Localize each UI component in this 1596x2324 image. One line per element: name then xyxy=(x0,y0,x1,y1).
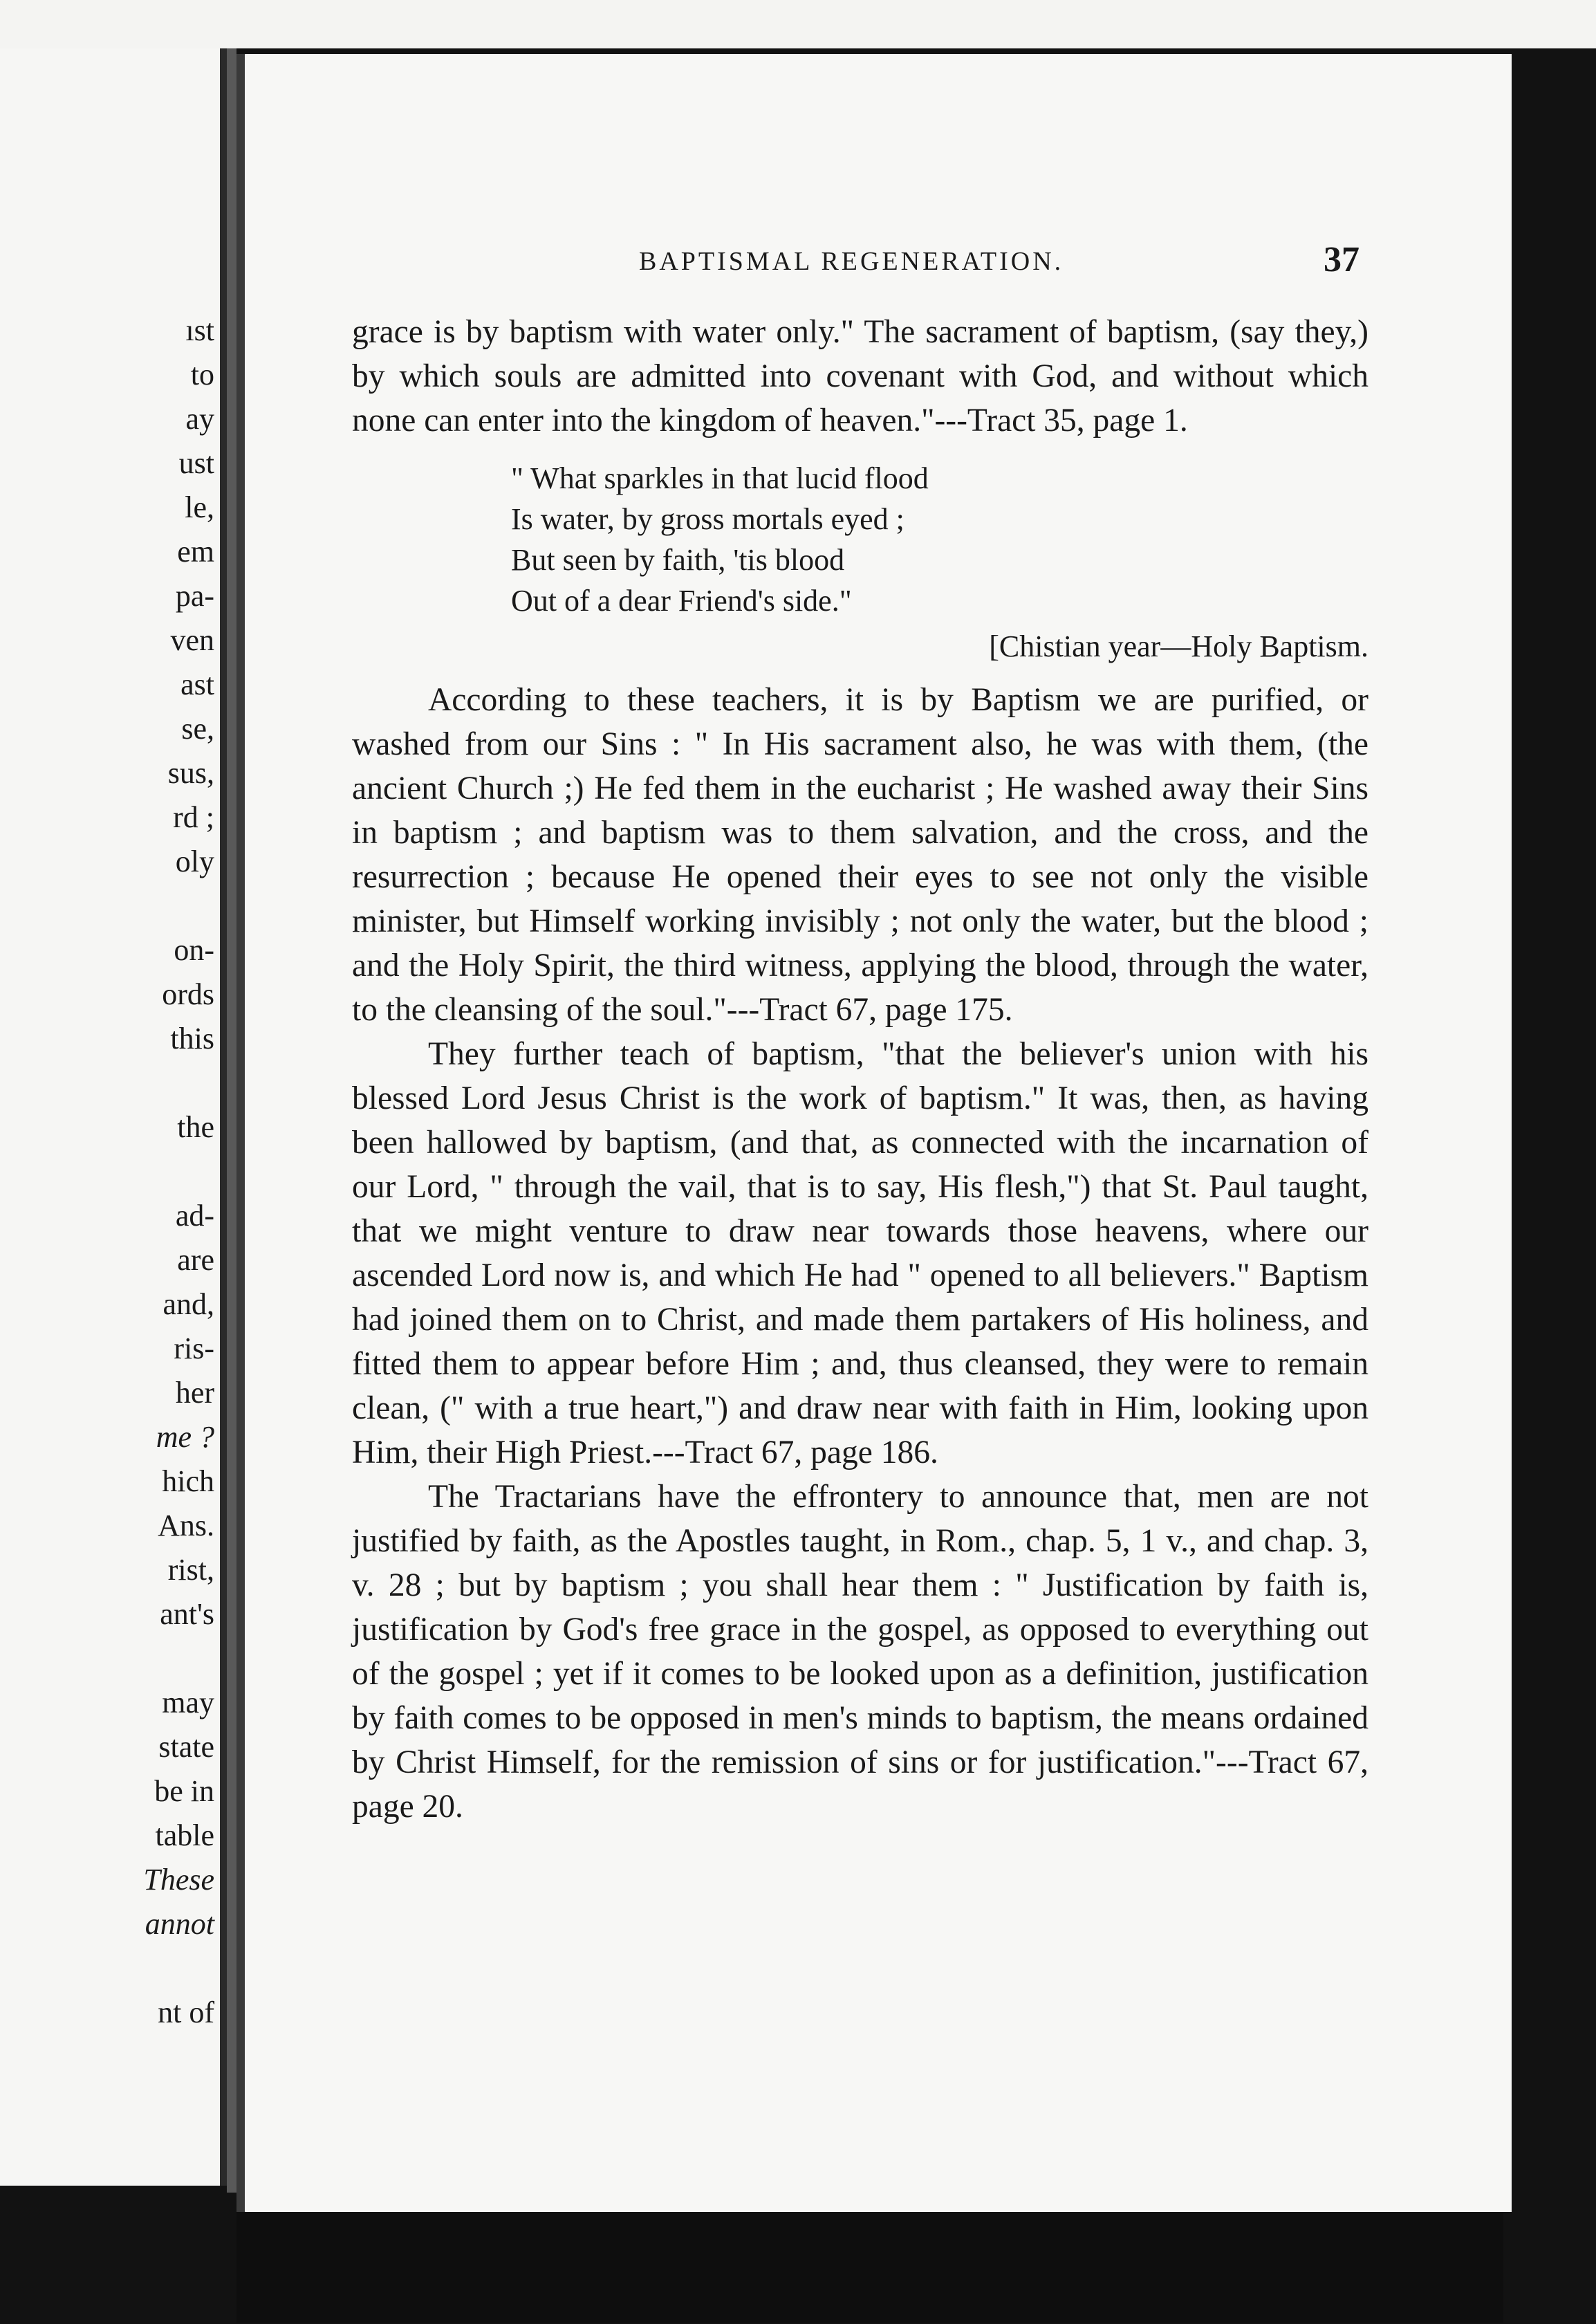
facing-page-fragment: sus, xyxy=(167,756,214,790)
facing-page-fragment: oly xyxy=(175,845,214,878)
scan-top-margin xyxy=(0,0,1596,48)
facing-page-fragment: her xyxy=(175,1376,214,1410)
verse-quotation xyxy=(511,458,1368,621)
book-gutter xyxy=(227,48,236,2193)
facing-page-fragment: ast xyxy=(180,667,214,701)
verse-attribution: [Chistian year—Holy Baptism. xyxy=(989,629,1368,663)
facing-page-fragment: this xyxy=(170,1022,214,1055)
facing-page-fragment: ven xyxy=(170,623,214,657)
facing-page-fragment: be in xyxy=(154,1774,214,1808)
facing-page-fragment: em xyxy=(177,535,214,569)
facing-page-fragment: hich xyxy=(162,1464,214,1498)
facing-page-fragment: ıst xyxy=(185,313,214,347)
facing-page-fragment: rd ; xyxy=(173,800,214,834)
paragraph: They further teach of baptism, "that the believer's union with his blessed Lord Jesus Christ is the work of baptism." It was, then, as having been hallowed by baptism, (and that, as connected with the incarnation of our Lord, " through the vail, that is to say, His flesh,") that St. Paul taught, that we might venture to draw near towards those heavens, where our ascended Lord now is, and which He had " opened to all believers." Baptism had joined them on to Christ, and made them partakers of His holiness, and fitted them to appear before Him ; and, thus cleansed, they were to remain clean, (" with a true heart,") and draw near with faith in Him, looking upon Him, their High Priest.---Tract 67, page 186. xyxy=(352,1036,1368,1470)
facing-page-edge xyxy=(0,48,227,2186)
facing-page-fragment: the xyxy=(177,1110,214,1144)
verse-line: Is water, by gross mortals eyed ; xyxy=(511,502,904,536)
verse-line: Out of a dear Friend's side." xyxy=(511,584,852,618)
verse-line: But seen by faith, 'tis blood xyxy=(511,543,845,577)
running-head xyxy=(245,240,1365,295)
facing-page-fragment: annot xyxy=(145,1907,214,1941)
facing-page-fragment: pa- xyxy=(175,579,214,613)
facing-page-fragment: ay xyxy=(185,402,214,436)
facing-page-fragment: may xyxy=(162,1686,214,1719)
facing-page-fragment: ords xyxy=(162,977,214,1011)
facing-page-fragment: rist, xyxy=(167,1553,214,1587)
facing-page-fragment: table xyxy=(155,1818,214,1852)
facing-page-fragment: ust xyxy=(178,446,214,480)
page-number: 37 xyxy=(1324,240,1360,279)
facing-page-fragment: ris- xyxy=(174,1331,214,1365)
scan-bottom-shadow xyxy=(236,2212,1503,2323)
facing-page-fragment: are xyxy=(177,1243,214,1277)
body-text xyxy=(352,310,1368,1829)
facing-page-fragment: These xyxy=(143,1863,214,1897)
facing-page-fragment: and, xyxy=(163,1287,214,1321)
facing-page-fragment: me ? xyxy=(156,1420,214,1454)
facing-page-fragment: ant's xyxy=(160,1597,214,1631)
facing-page-fragment: Ans. xyxy=(158,1509,214,1542)
facing-page-fragment: nt of xyxy=(158,1995,214,2029)
verse-line: " What sparkles in that lucid flood xyxy=(511,461,929,495)
facing-page-fragment: state xyxy=(158,1730,214,1764)
facing-page-fragment: ad- xyxy=(175,1199,214,1233)
running-title: BAPTISMAL REGENERATION. xyxy=(639,247,1064,276)
paragraph: grace is by baptism with water only." The sacrament of baptism, (say they,) by which souls are admitted into covenant with God, and without which none can enter into the kingdom of heaven."---Tract 35, page 1. xyxy=(352,314,1368,439)
facing-page-fragment: le, xyxy=(185,490,214,524)
facing-page-fragment: se, xyxy=(181,712,214,746)
facing-page-fragment: to xyxy=(190,358,214,391)
facing-page-fragment: on- xyxy=(174,933,214,967)
book-page xyxy=(236,54,1512,2212)
paragraph: According to these teachers, it is by Baptism we are purified, or washed from our Sins : " In His sacrament also, he was with them, (the ancient Church ;) He fed them in the eucharist ; He washed away their Sins in baptism ; and baptism was to them salvation, and the cross, and the resurrection ; because He opened their eyes to see not only the visible minister, but Himself working invisibly ; not only the water, but the blood ; and the Holy Spirit, the third witness, applying the blood, through the water, to the cleansing of the soul."---Tract 67, page 175. xyxy=(352,682,1368,1028)
paragraph: The Tractarians have the effrontery to announce that, men are not justified by faith, as the Apostles taught, in Rom., chap. 5, 1 v., and chap. 3, v. 28 ; but by baptism ; you shall hear them : " Justification by faith is, justification by God's free grace in the gospel, as opposed to everything out of the gospel ; yet if it comes to be looked upon as a definition, justification by faith comes to be opposed in men's minds to baptism, the means ordained by Christ Himself, for the remission of sins or for justification."---Tract 67, page 20. xyxy=(352,1479,1368,1825)
